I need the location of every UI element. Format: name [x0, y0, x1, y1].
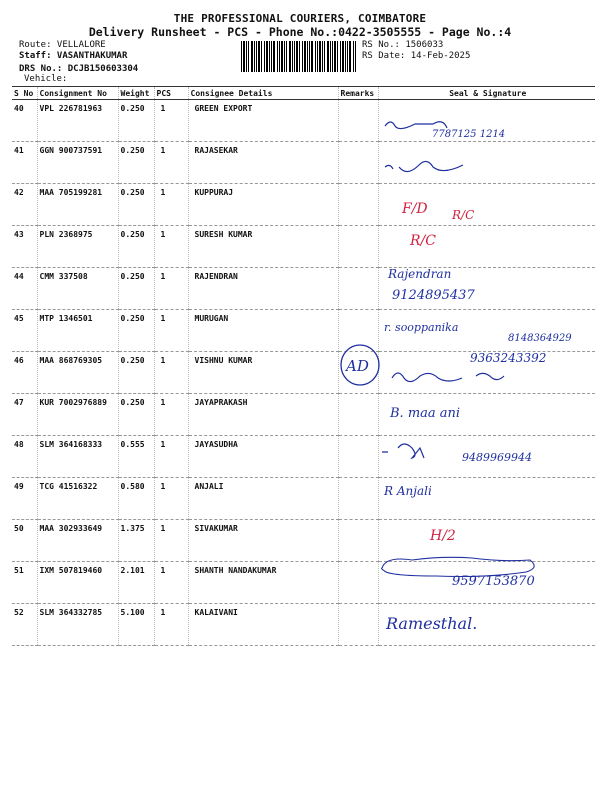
staff-label: Staff: VASANTHAKUMAR — [19, 51, 128, 61]
runsheet-subtitle: Delivery Runsheet - PCS - Phone No.:0422-3505555 - Page No.:4 — [88, 25, 512, 39]
cell-consignment: SLM 364168333 — [37, 436, 118, 478]
cell-pcs: 1 — [154, 142, 188, 184]
cell-consignee: JAYAPRAKASH — [188, 394, 338, 436]
cell-pcs: 1 — [154, 226, 188, 268]
cell-consignee: MURUGAN — [188, 310, 338, 352]
cell-weight: 0.250 — [118, 142, 154, 184]
cell-consignment: MAA 302933649 — [37, 520, 118, 562]
hw-row42b: R/C — [452, 208, 475, 222]
cell-consignee: KUPPURAJ — [188, 184, 338, 226]
cell-consignment: VPL 226781963 — [37, 100, 118, 142]
cell-pcs: 1 — [154, 394, 188, 436]
cell-consignee: RAJENDRAN — [188, 268, 338, 310]
hw-row46-stamp: AD — [346, 357, 369, 375]
hw-row47: B. maa ani — [390, 406, 461, 421]
hw-row46-phone: 9363243392 — [470, 351, 547, 365]
hw-row45-name: r. sooppanika — [384, 321, 459, 334]
cell-weight: 2.101 — [118, 562, 154, 604]
hw-row48: 9489969944 — [462, 451, 532, 464]
signature-scribble — [385, 161, 463, 171]
signature-scribble — [385, 122, 447, 129]
cell-pcs: 1 — [154, 604, 188, 646]
cell-weight: 0.250 — [118, 226, 154, 268]
cell-sno: 51 — [12, 562, 37, 604]
cell-consignment: SLM 364332785 — [37, 604, 118, 646]
cell-weight: 0.250 — [118, 352, 154, 394]
col-remarks: Remarks — [338, 87, 378, 100]
hw-row51: 9597153870 — [452, 574, 535, 589]
cell-pcs: 1 — [154, 562, 188, 604]
hw-row42: F/D — [402, 201, 428, 217]
cell-consignment: MAA 705199281 — [37, 184, 118, 226]
cell-weight: 0.250 — [118, 394, 154, 436]
cell-weight: 0.250 — [118, 268, 154, 310]
col-weight: Weight — [118, 87, 154, 100]
cell-sno: 44 — [12, 268, 37, 310]
cell-consignment: PLN 2368975 — [37, 226, 118, 268]
rs-number: RS No.: 1506033 — [362, 40, 444, 50]
hw-row44-phone: 9124895437 — [392, 288, 475, 303]
cell-sno: 43 — [12, 226, 37, 268]
cell-pcs: 1 — [154, 352, 188, 394]
cell-sno: 46 — [12, 352, 37, 394]
cell-consignment: CMM 337508 — [37, 268, 118, 310]
hw-row40: 7787125 1214 — [432, 129, 506, 140]
cell-consignee: ANJALI — [188, 478, 338, 520]
hw-row44-name: Rajendran — [388, 267, 452, 281]
hw-row50: H/2 — [430, 528, 456, 544]
cell-consignment: MAA 868769305 — [37, 352, 118, 394]
cell-consignee: RAJASEKAR — [188, 142, 338, 184]
hw-row45-phone: 8148364929 — [508, 333, 572, 344]
cell-weight: 5.100 — [118, 604, 154, 646]
cell-weight: 0.250 — [118, 184, 154, 226]
signature-scribble — [392, 373, 504, 382]
cell-pcs: 1 — [154, 520, 188, 562]
cell-weight: 1.375 — [118, 520, 154, 562]
hw-row52: Ramesthal. — [386, 614, 478, 633]
cell-consignment: TCG 41516322 — [37, 478, 118, 520]
cell-sno: 40 — [12, 100, 37, 142]
cell-consignment: MTP 1346501 — [37, 310, 118, 352]
cell-weight: 0.555 — [118, 436, 154, 478]
drs-number: DRS No.: DCJB150603304 — [19, 64, 139, 74]
route-label: Route: VELLALORE — [19, 40, 106, 50]
cell-consignment: KUR 7002976889 — [37, 394, 118, 436]
cell-consignee: GREEN EXPORT — [188, 100, 338, 142]
cell-consignee: SURESH KUMAR — [188, 226, 338, 268]
col-sno: S No — [12, 87, 37, 100]
cell-weight: 0.580 — [118, 478, 154, 520]
company-title: THE PROFESSIONAL COURIERS, COIMBATORE — [173, 12, 427, 25]
cell-pcs: 1 — [154, 310, 188, 352]
cell-consignee: VISHNU KUMAR — [188, 352, 338, 394]
cell-pcs: 1 — [154, 100, 188, 142]
cell-pcs: 1 — [154, 184, 188, 226]
cell-sno: 41 — [12, 142, 37, 184]
cell-sno: 48 — [12, 436, 37, 478]
cell-pcs: 1 — [154, 436, 188, 478]
cell-consignee: KALAIVANI — [188, 604, 338, 646]
cell-consignee: SIVAKUMAR — [188, 520, 338, 562]
col-consignment: Consignment No — [37, 87, 118, 100]
hw-row43: R/C — [410, 233, 436, 249]
cell-sno: 42 — [12, 184, 37, 226]
cell-consignment: GGN 900737591 — [37, 142, 118, 184]
col-consignee: Consignee Details — [188, 87, 338, 100]
cell-pcs: 1 — [154, 478, 188, 520]
col-signature: Seal & Signature — [378, 87, 595, 100]
cell-sno: 52 — [12, 604, 37, 646]
cell-consignee: JAYASUDHA — [188, 436, 338, 478]
cell-sno: 49 — [12, 478, 37, 520]
cell-consignee: SHANTH NANDAKUMAR — [188, 562, 338, 604]
cell-weight: 0.250 — [118, 310, 154, 352]
vehicle-label: Vehicle: — [24, 74, 68, 84]
cell-sno: 50 — [12, 520, 37, 562]
hw-row49: R Anjali — [384, 484, 432, 498]
cell-sno: 47 — [12, 394, 37, 436]
rs-date: RS Date: 14-Feb-2025 — [362, 51, 471, 61]
col-pcs: PCS — [154, 87, 188, 100]
signature-scribble — [382, 444, 424, 458]
cell-weight: 0.250 — [118, 100, 154, 142]
cell-sno: 45 — [12, 310, 37, 352]
cell-consignment: IXM 507819460 — [37, 562, 118, 604]
cell-pcs: 1 — [154, 268, 188, 310]
